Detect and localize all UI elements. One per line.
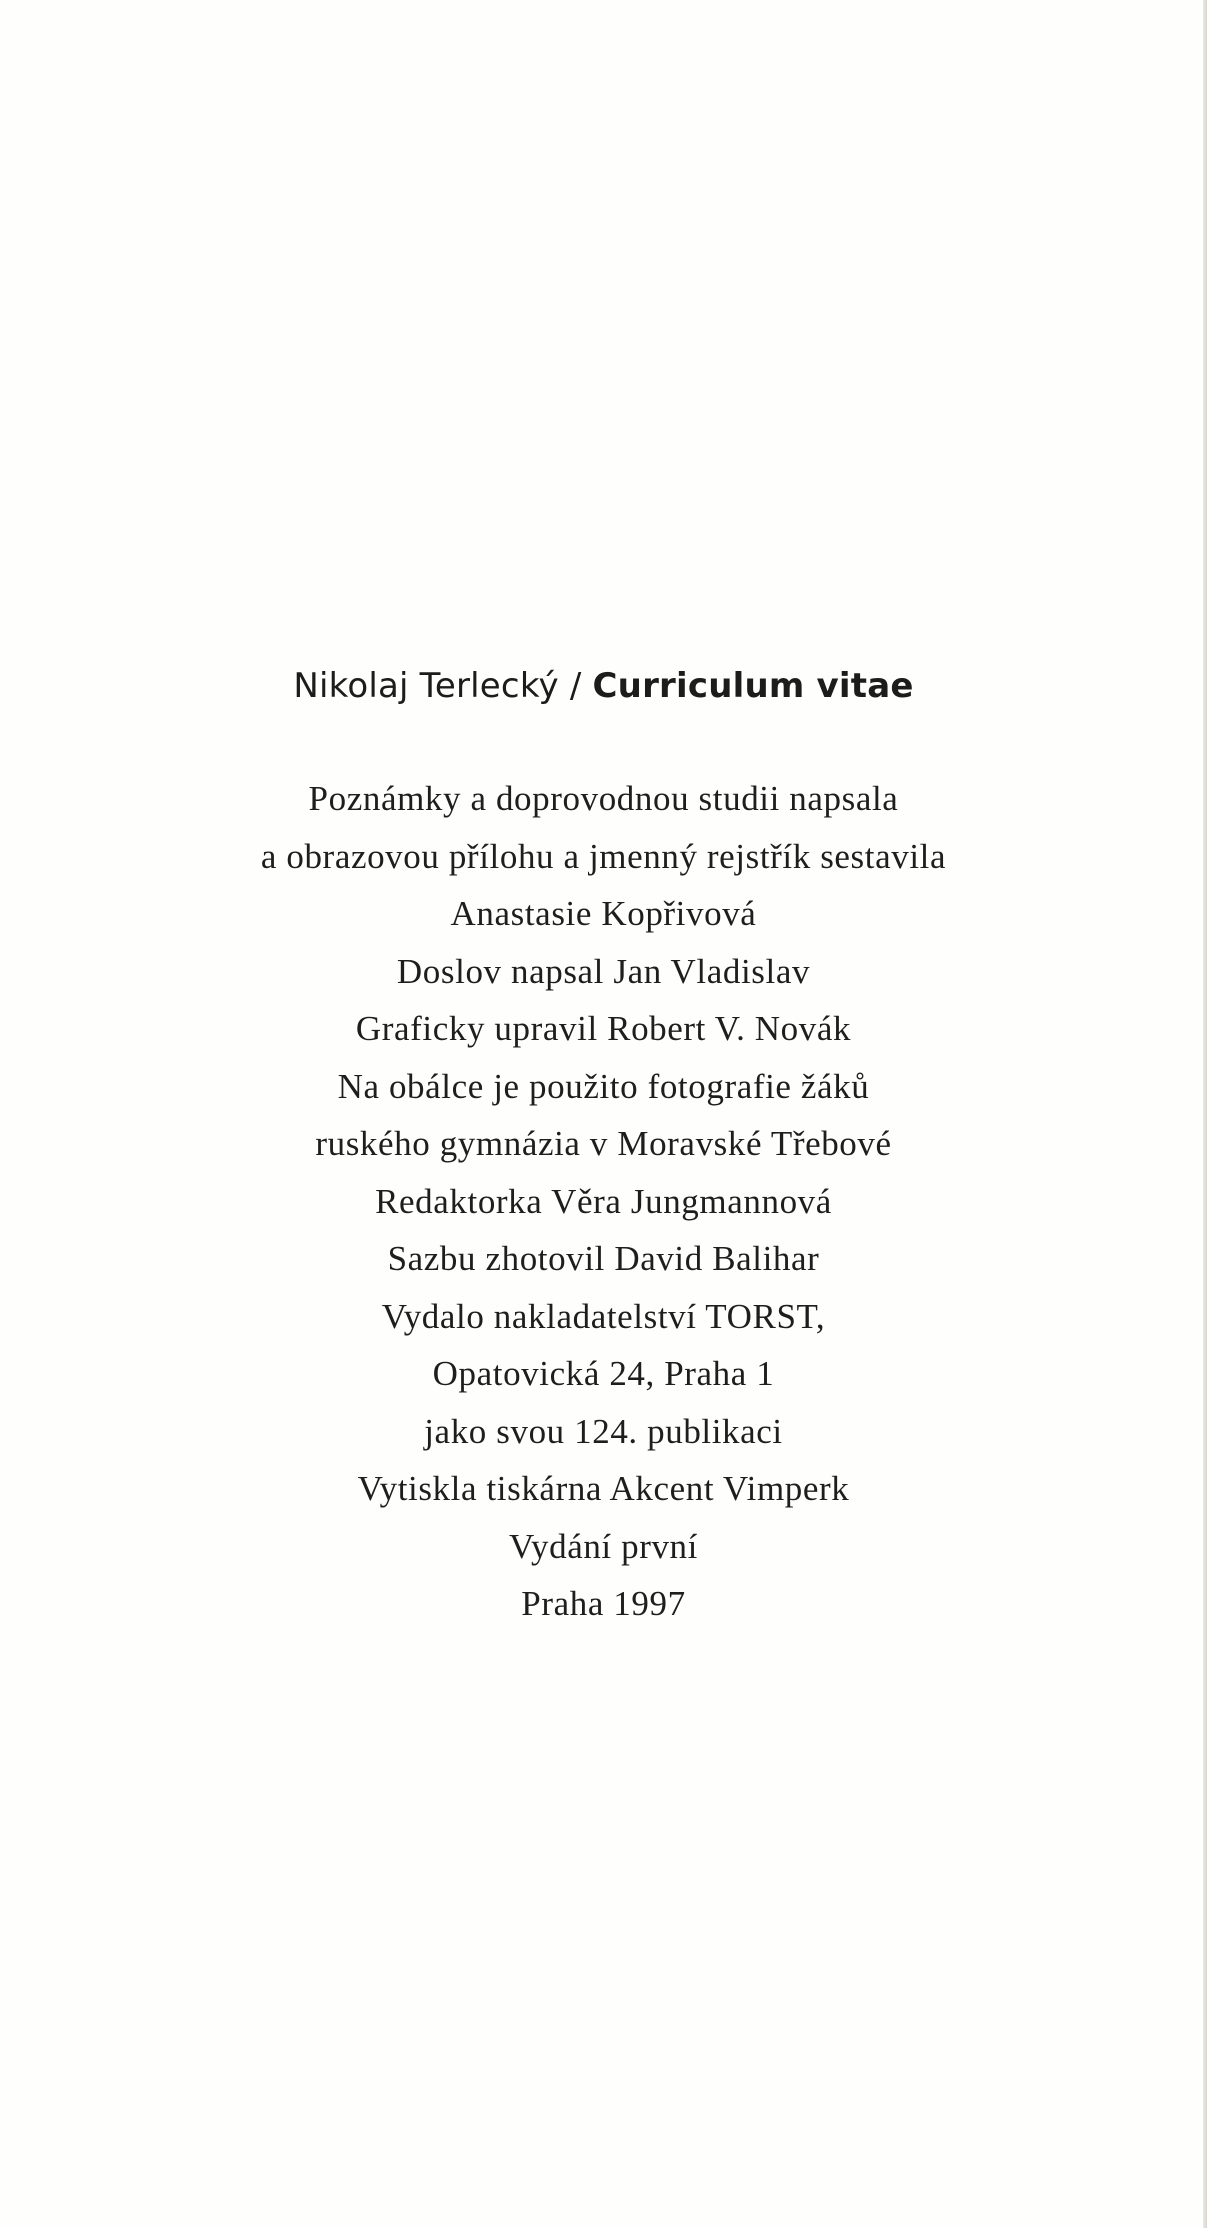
colophon-line: Praha 1997 — [521, 1584, 686, 1623]
colophon — [0, 778, 1207, 1641]
colophon-line: Graficky upravil Robert V. Novák — [355, 1009, 852, 1048]
colophon-line: Na obálce je použito fotografie žáků — [337, 1066, 870, 1106]
book-title: Curriculum vitae — [592, 666, 914, 706]
author-name: Nikolaj Terlecký — [293, 666, 559, 706]
colophon-line: Vydání první — [509, 1526, 698, 1566]
colophon-line: Vydalo nakladatelství TORST, — [381, 1296, 826, 1336]
colophon-line: a obrazovou přílohu a jmenný rejstřík sestavila — [260, 836, 947, 876]
heading-separator: / — [569, 666, 582, 706]
colophon-line: ruského gymnázia v Moravské Třebové — [315, 1124, 892, 1163]
colophon-line: Anastasie Kopřivová — [450, 894, 757, 933]
colophon-line: Sazbu zhotovil David Balihar — [387, 1239, 820, 1278]
book-heading — [0, 666, 1207, 706]
colophon-line: Poznámky a doprovodnou studii napsala — [308, 779, 899, 818]
colophon-line: Doslov napsal Jan Vladislav — [396, 951, 811, 991]
colophon-line: Redaktorka Věra Jungmannová — [375, 1181, 832, 1221]
colophon-line: Vytiskla tiskárna Akcent Vimperk — [357, 1469, 850, 1508]
colophon-line: Opatovická 24, Praha 1 — [432, 1354, 775, 1393]
colophon-line: jako svou 124. publikaci — [424, 1411, 783, 1451]
